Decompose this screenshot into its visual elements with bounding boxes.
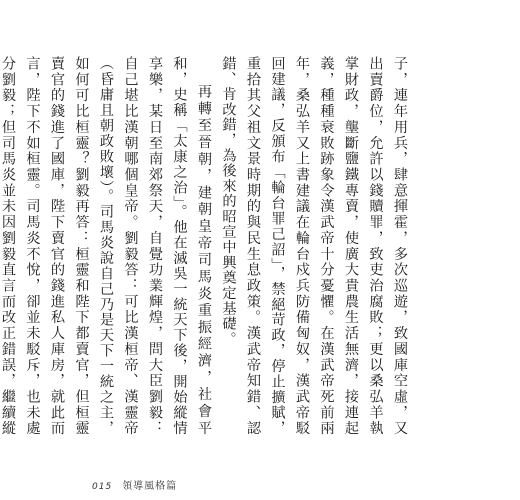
body-text [0,56,412,436]
paragraph-2: 再轉至晉朝，建朝皇帝司馬炎重振經濟，社會平和，史稱「太康之治」。他在滅吳一統天下後，開始縱情享樂，某日至南郊祭天，自覺功業輝煌，問大臣劉毅：自己堪比漢朝哪個皇帝。劉毅答：可比漢桓帝、漢靈帝（昏庸且朝政敗壞）。司馬炎說自己乃是天下一統之主，如何可比桓靈？劉毅再答：桓靈和陛下都賣官，但桓靈賣官的錢進了國庫，陛下賣官的錢進私人庫房，就此而言，陛下不如桓靈。司馬炎不悅，卻並未駁斥，也未處分劉毅；但司馬炎並未因劉毅直言而改正錯誤，繼續縱 [0,56,212,436]
paragraph-1: 子，連年用兵，肆意揮霍，多次巡遊，致國庫空虛，又出賣爵位，允許以錢贖罪，致吏治腐敗；更以桑弘羊執掌財政，壟斷鹽鐵專賣，使廣大貴農生活無濟，接連起義，種種衰敗跡象令漢武帝十分憂懼。在漢武帝死前兩年，桑弘羊又上書建議在輪台戍兵防備匈奴，漢武帝駁回建議，反頒布「輪台罪己詔」，禁絕苛政，停止擴賦，重拾其父祖文景時期的與民生息政策。漢武帝知錯、認錯、肯改錯，為後來的昭宣中興奠定基礎。 [220,56,408,436]
page-footer [92,477,177,492]
page-number: 015 [92,482,113,492]
running-title: 領導風格篇 [122,481,178,492]
